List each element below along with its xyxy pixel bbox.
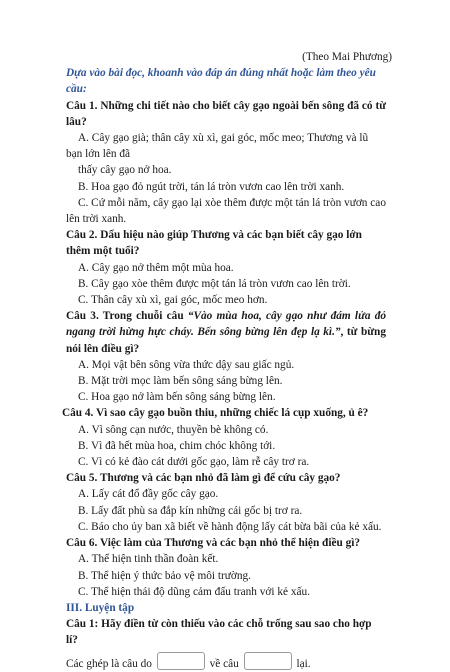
question-5-title: Câu 5. Thương và các bạn nhỏ đã làm gì để cứu cây gạo? xyxy=(66,472,341,485)
question-1-option-b[interactable]: B. Hoa gạo đỏ ngút trời, tán lá tròn vươn cao lên trời xanh. xyxy=(78,180,345,193)
question-3-option-c[interactable]: C. Hoa gạo nở làm bến sông sáng bừng lên. xyxy=(78,391,276,404)
question-1-title: Câu 1. Những chi tiết nào cho biết cây gạo ngoài bến sông đã có từ lâu? xyxy=(66,99,386,128)
document-content xyxy=(62,49,392,672)
question-4-option-a[interactable]: A. Vì sông cạn nước, thuyền bè không có. xyxy=(78,423,269,436)
exercise-1-text-3: lại. xyxy=(296,657,311,670)
question-5-option-b[interactable]: B. Lấy đất phù sa đắp kín những cái gốc bị trơ ra. xyxy=(78,504,303,517)
section-title: III. Luyện tập xyxy=(66,601,135,614)
question-6-title: Câu 6. Việc làm của Thương và các bạn nhỏ thể hiện điều gì? xyxy=(66,537,361,550)
blank-field-1[interactable] xyxy=(157,652,205,670)
question-1-option-c[interactable]: C. Cứ mỗi năm, cây gạo lại xòe thêm được một tán lá tròn vươn cao lên trời xanh. xyxy=(66,196,386,226)
question-6-option-a[interactable]: A. Thể hiện tinh thần đoàn kết. xyxy=(78,553,219,566)
exercise-1-title: Câu 1: Hãy điền từ còn thiếu vào các chỗ trống sau sao cho hợp lí? xyxy=(66,618,372,647)
question-4-option-b[interactable]: B. Vì đã hết mùa hoa, chim chóc không tới. xyxy=(78,439,276,452)
source-attribution: (Theo Mai Phương) xyxy=(302,51,392,63)
question-3-title-prefix: Câu 3. Trong chuỗi câu xyxy=(66,310,188,323)
question-2-title: Câu 2. Dấu hiệu nào giúp Thương và các bạn biết cây gạo lớn thêm một tuổi? xyxy=(66,229,362,258)
exercise-1-sentence xyxy=(66,652,386,672)
blank-field-2[interactable] xyxy=(244,652,292,670)
question-5-option-c[interactable]: C. Báo cho ủy ban xã biết về hành động lấy cát bừa bãi của kẻ xấu. xyxy=(78,520,382,533)
instruction-text: Dựa vào bài đọc, khoanh vào đáp án đúng nhất hoặc làm theo yêu cầu: xyxy=(66,67,376,96)
question-1-option-a[interactable]: A. Cây gạo già; thân cây xù xì, gai góc, mốc meo; Thương và lũ bạn lớn lên đã xyxy=(66,132,369,161)
question-2-option-c[interactable]: C. Thân cây xù xì, gai góc, mốc meo hơn. xyxy=(78,294,268,307)
question-6-option-c[interactable]: C. Thể hiện thái độ dũng cảm đấu tranh với kẻ xấu. xyxy=(78,585,310,598)
question-4-title: Câu 4. Vì sao cây gạo buồn thiu, những chiếc lá cụp xuống, ủ ê? xyxy=(62,407,369,420)
question-4-option-c[interactable]: C. Vì có kẻ đào cát dưới gốc gạo, làm rễ cây trơ ra. xyxy=(78,456,310,469)
exercise-1-text-2: về câu xyxy=(209,657,239,670)
question-3-option-a[interactable]: A. Mọi vật bên sông vừa thức dậy sau giấc ngủ. xyxy=(78,358,295,371)
question-2-option-b[interactable]: B. Cây gạo xòe thêm được một tán lá tròn vươn cao lên trời. xyxy=(78,277,351,290)
question-1-option-a-continued: thấy cây gạo nở hoa. xyxy=(78,164,172,177)
question-3-quote: “Vào mùa hoa, cây gạo như đám lửa đỏ ngang trời hừng hực cháy. Bến sông bừng lên đẹp lạ kì.” xyxy=(66,310,386,339)
question-3-option-b[interactable]: B. Mặt trời mọc làm bến sông sáng bừng lên. xyxy=(78,375,283,388)
question-3-title-suffix: , từ bừng nói lên điều gì? xyxy=(66,326,386,355)
question-2-option-a[interactable]: A. Cây gạo nở thêm một mùa hoa. xyxy=(78,261,234,274)
question-6-option-b[interactable]: B. Thể hiện ý thức bảo vệ môi trường. xyxy=(78,569,251,582)
exercise-1-text-1: Các ghép là câu do xyxy=(66,657,152,670)
question-5-option-a[interactable]: A. Lấy cát đổ đầy gốc cây gạo. xyxy=(78,488,219,501)
question-3-title xyxy=(66,308,386,357)
